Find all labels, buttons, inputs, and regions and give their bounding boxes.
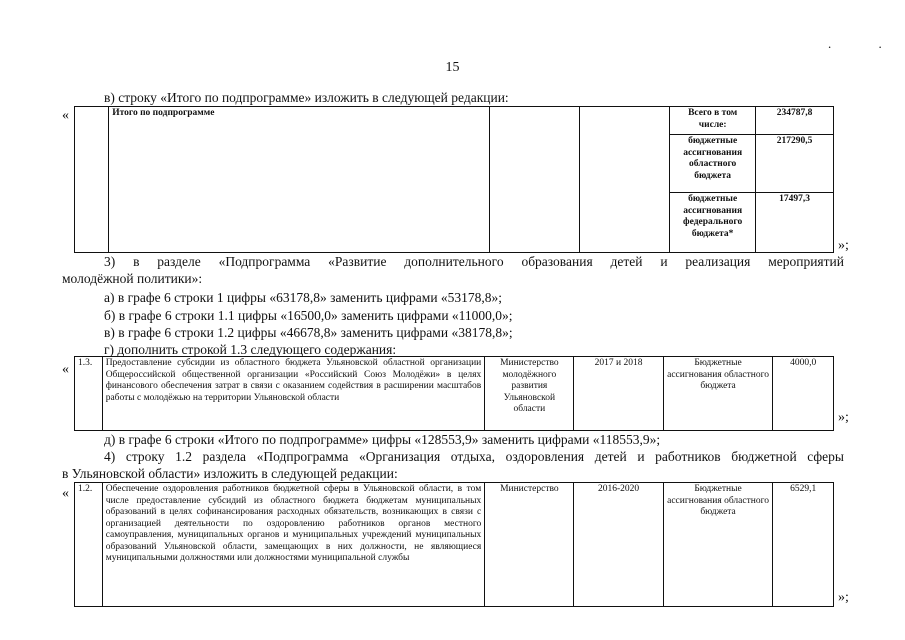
table2-description: Предоставление субсидии из областного бюджета Ульяновской областной организации Общероссийской общественной организации «Российский Союз Молодёжи» в целях финансового обеспечения затрат в связи с оказанием содействия в расширении масштабов работы с молодёжью на территории Ульяновской области (102, 357, 485, 431)
table1-years-cell (579, 107, 669, 253)
table1-executor-cell (489, 107, 579, 253)
table1-row3-label: бюджетные ассигнования федерального бюджета* (670, 193, 756, 253)
table1-row1-label: Всего в том числе: (670, 107, 756, 135)
table1-row1-value: 234787,8 (756, 107, 834, 135)
corner-marks: . . (828, 36, 904, 51)
table3-num: 1.2. (75, 483, 103, 607)
quote-open-2: « (62, 362, 69, 377)
section4-line2: в Ульяновской области» изложить в следующей редакции: (62, 466, 398, 481)
table3-source: Бюджетные ассигнования областного бюджета (663, 483, 773, 607)
section3-line2: молодёжной политики»: (62, 271, 203, 286)
table3-amount: 6529,1 (773, 483, 834, 607)
table3-executor: Министерство (485, 483, 574, 607)
table-row-1-2 (74, 482, 834, 607)
table-row-1-3 (74, 356, 834, 431)
quote-close-3: »; (838, 590, 849, 605)
item-d: д) в графе 6 строки «Итого по подпрограмме» цифры «128553,9» заменить цифрами «118553,9»; (104, 432, 661, 447)
quote-close-1: »; (838, 238, 849, 253)
quote-close-2: »; (838, 410, 849, 425)
table1-row2-value: 217290,5 (756, 135, 834, 193)
table1-name-cell: Итого по подпрограмме (109, 107, 490, 253)
item-v: в) в графе 6 строки 1.2 цифры «46678,8» заменить цифрами «38178,8»; (104, 325, 513, 340)
table3-years: 2016-2020 (574, 483, 663, 607)
table-itogo (74, 106, 834, 253)
intro-v-line: в) строку «Итого по подпрограмме» изложить в следующей редакции: (104, 90, 509, 105)
table1-num-cell (75, 107, 109, 253)
section4-line1: 4) строку 1.2 раздела «Подпрограмма «Организация отдыха, оздоровления детей и работников бюджетной сферы (104, 449, 844, 464)
quote-open-3: « (62, 486, 69, 501)
quote-open-1: « (62, 108, 69, 123)
section3-line1: 3) в разделе «Подпрограмма «Развитие дополнительного образования детей и реализация мероприятий (104, 254, 844, 269)
table2-source: Бюджетные ассигнования областного бюджета (663, 357, 773, 431)
page-number: 15 (445, 60, 460, 75)
table3-description: Обеспечение оздоровления работников бюджетной сферы в Ульяновской области, в том числе предоставление субсидий из областного бюджета бюджетам муниципальных образований в целях софинансирования расходных обязательств, возникающих в связи с организацией деятельности по оздоровлению работников органов местного самоуправления, муниципальных органов и муниципальных учреждений муниципальных образований Ульяновской области, замещающих в них должности, не являющиеся муниципальными должностями или должностями муниципальной службы (102, 483, 485, 607)
table2-executor: Министерство молодёжного развития Ульяновской области (485, 357, 574, 431)
table1-row2-label: бюджетные ассигнования областного бюджета (670, 135, 756, 193)
table2-years: 2017 и 2018 (574, 357, 663, 431)
item-a: а) в графе 6 строки 1 цифры «63178,8» заменить цифрами «53178,8»; (104, 290, 503, 305)
table2-amount: 4000,0 (773, 357, 834, 431)
table1-row3-value: 17497,3 (756, 193, 834, 253)
item-g: г) дополнить строкой 1.3 следующего содержания: (104, 342, 397, 357)
table2-num: 1.3. (75, 357, 103, 431)
item-b: б) в графе 6 строки 1.1 цифры «16500,0» заменить цифрами «11000,0»; (104, 308, 513, 323)
